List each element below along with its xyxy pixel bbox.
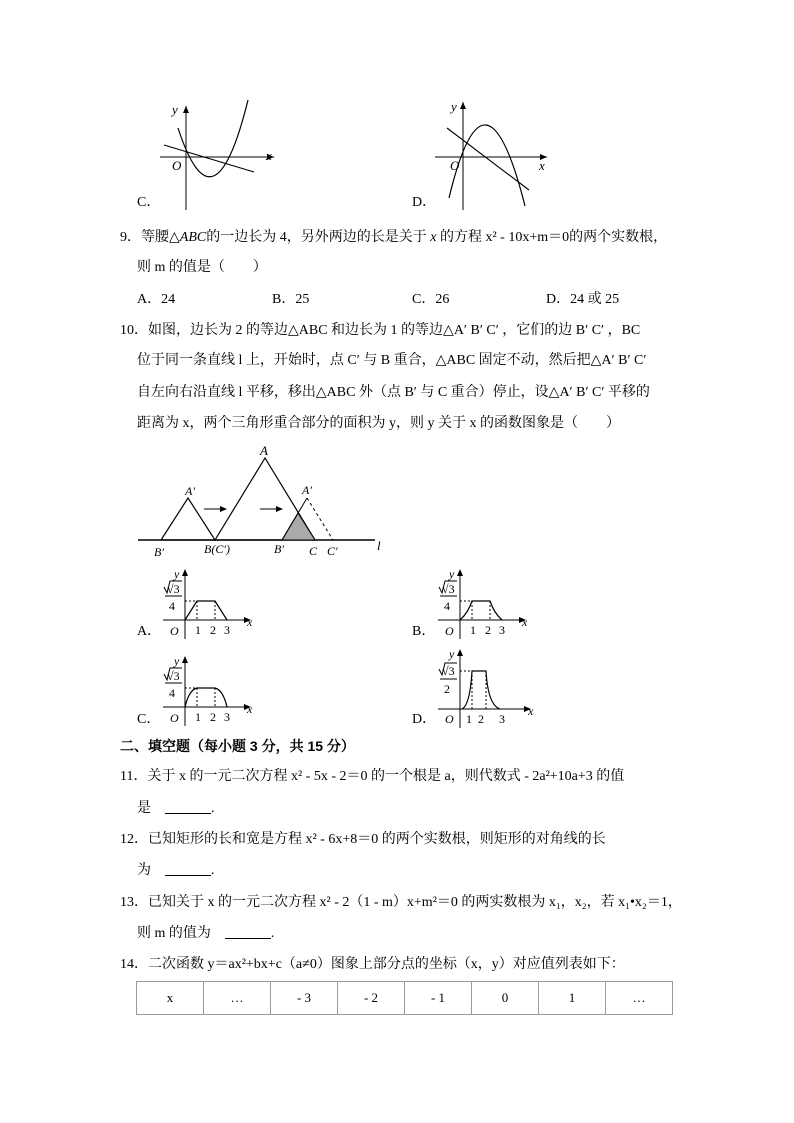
fig-label-BC: B(C′) — [204, 542, 230, 556]
fig-label-A: A — [260, 443, 268, 458]
q9-line1: 9．等腰△ABC的一边长为 4，另外两边的长是关于 x 的方程 x² - 10x+m＝0的两个实数根， — [120, 230, 668, 245]
q12-line1: 12．已知矩形的长和宽是方程 x² - 6x+8＝0 的两个实数根，则矩形的对角线的长 — [120, 832, 606, 847]
svg-text:2: 2 — [210, 623, 216, 637]
svg-text:x: x — [522, 615, 528, 629]
svg-text:√3: √3 — [167, 669, 180, 683]
table-cell: - 1 — [405, 982, 472, 1015]
q10-option-d-label: D． — [412, 712, 437, 727]
svg-text:O: O — [172, 158, 182, 173]
svg-text:4: 4 — [169, 599, 175, 613]
fig-label-l: l — [377, 538, 381, 553]
svg-text:3: 3 — [499, 623, 505, 637]
table-cell: … — [606, 982, 673, 1015]
q8-option-d-label: D． — [412, 195, 437, 210]
fig-label-B2: B′ — [274, 542, 284, 556]
q10-graph-b — [430, 563, 535, 641]
q13-answer-blank[interactable] — [225, 926, 271, 939]
table-cell: 0 — [472, 982, 539, 1015]
svg-text:y: y — [449, 647, 455, 661]
q8-graph-c — [150, 98, 280, 213]
svg-text:O: O — [170, 711, 179, 725]
svg-text:4: 4 — [169, 686, 175, 700]
svg-text:y: y — [172, 102, 178, 117]
section-title: 二、填空题（每小题 3 分，共 15 分） — [120, 738, 355, 754]
q10-line4: 距离为 x，两个三角形重合部分的面积为 y，则 y 关于 x 的函数图象是（ ） — [137, 416, 620, 431]
svg-text:y: y — [449, 567, 455, 581]
svg-text:1: 1 — [466, 712, 472, 726]
q10-option-a-label: A． — [137, 624, 162, 639]
q9-line2: 则 m 的值是（ ） — [137, 260, 267, 275]
svg-text:√3: √3 — [167, 582, 180, 596]
q10-graph-c — [155, 650, 260, 728]
svg-text:O: O — [450, 158, 460, 173]
q10-option-c-label: C． — [137, 712, 161, 727]
q9-option-c: C．26 — [412, 292, 450, 307]
table-cell: - 2 — [338, 982, 405, 1015]
svg-text:x: x — [539, 158, 545, 173]
svg-text:√3: √3 — [442, 582, 455, 596]
fig-label-B1: B′ — [154, 545, 164, 559]
svg-text:y: y — [174, 567, 180, 581]
q8-option-c-label: C． — [137, 195, 161, 210]
table-cell: 1 — [539, 982, 606, 1015]
svg-text:x: x — [528, 704, 534, 718]
q9-option-a: A．24 — [137, 292, 176, 307]
q14-line1: 14．二次函数 y＝ax²+bx+c（a≠0）图象上部分点的坐标（x，y）对应值列表如下： — [120, 957, 625, 972]
svg-text:2: 2 — [444, 682, 450, 696]
q8-graph-d — [425, 98, 560, 213]
svg-text:√3: √3 — [442, 664, 455, 678]
fig-label-C: C — [309, 544, 318, 558]
q13-line2: 则 m 的值为 . — [137, 926, 275, 941]
q10-triangle-figure — [132, 440, 392, 565]
svg-text:1: 1 — [195, 623, 201, 637]
fig-label-A1: A′ — [185, 484, 195, 498]
q10-line3: 自左向右沿直线 l 平移，移出△ABC 外（点 B′ 与 C 重合）停止，设△A′ B′ C′ 平移的 — [137, 385, 650, 400]
q11-line2: 是 . — [137, 801, 215, 816]
q10-line2: 位于同一条直线 l 上，开始时，点 C′ 与 B 重合，△ABC 固定不动，然后把△A′ B′ C′ — [137, 353, 647, 368]
svg-text:y: y — [174, 654, 180, 668]
svg-text:O: O — [170, 624, 179, 638]
svg-text:O: O — [445, 712, 454, 726]
q10-option-b-label: B． — [412, 624, 436, 639]
q13-line1: 13．已知关于 x 的一元二次方程 x² - 2（1 - m）x+m²＝0 的两实数根为 x₁，x₂，若 x₁•x₂＝1， — [120, 895, 682, 910]
svg-text:3: 3 — [224, 710, 230, 724]
fig-label-A2: A′ — [302, 483, 312, 497]
svg-text:x: x — [266, 148, 272, 163]
svg-text:1: 1 — [195, 710, 201, 724]
svg-text:x: x — [247, 615, 253, 629]
q11-answer-blank[interactable] — [165, 801, 211, 814]
q11-line1: 11．关于 x 的一元二次方程 x² - 5x - 2＝0 的一个根是 a，则代数式 - 2a²+10a+3 的值 — [120, 769, 625, 784]
svg-text:x: x — [247, 702, 253, 716]
q9-option-d: D．24 或 25 — [546, 292, 620, 307]
table-cell: … — [204, 982, 271, 1015]
svg-text:2: 2 — [485, 623, 491, 637]
q12-answer-blank[interactable] — [165, 863, 211, 876]
q10-graph-d — [430, 645, 540, 730]
table-cell: - 3 — [271, 982, 338, 1015]
q10-line1: 10．如图，边长为 2 的等边△ABC 和边长为 1 的等边△A′ B′ C′ ，它们的边 B′ C′ ，BC — [120, 323, 641, 338]
svg-text:1: 1 — [470, 623, 476, 637]
table-cell: x — [137, 982, 204, 1015]
svg-text:2: 2 — [478, 712, 484, 726]
svg-text:3: 3 — [224, 623, 230, 637]
svg-text:3: 3 — [499, 712, 505, 726]
svg-text:2: 2 — [210, 710, 216, 724]
q9-option-b: B．25 — [272, 292, 310, 307]
svg-text:y: y — [451, 99, 457, 114]
q12-line2: 为 . — [137, 863, 215, 878]
table-row — [137, 982, 673, 1015]
q14-value-table — [136, 981, 673, 1015]
fig-label-C2: C′ — [327, 544, 338, 558]
svg-text:O: O — [445, 624, 454, 638]
q10-graph-a — [155, 563, 260, 641]
svg-text:4: 4 — [444, 599, 450, 613]
